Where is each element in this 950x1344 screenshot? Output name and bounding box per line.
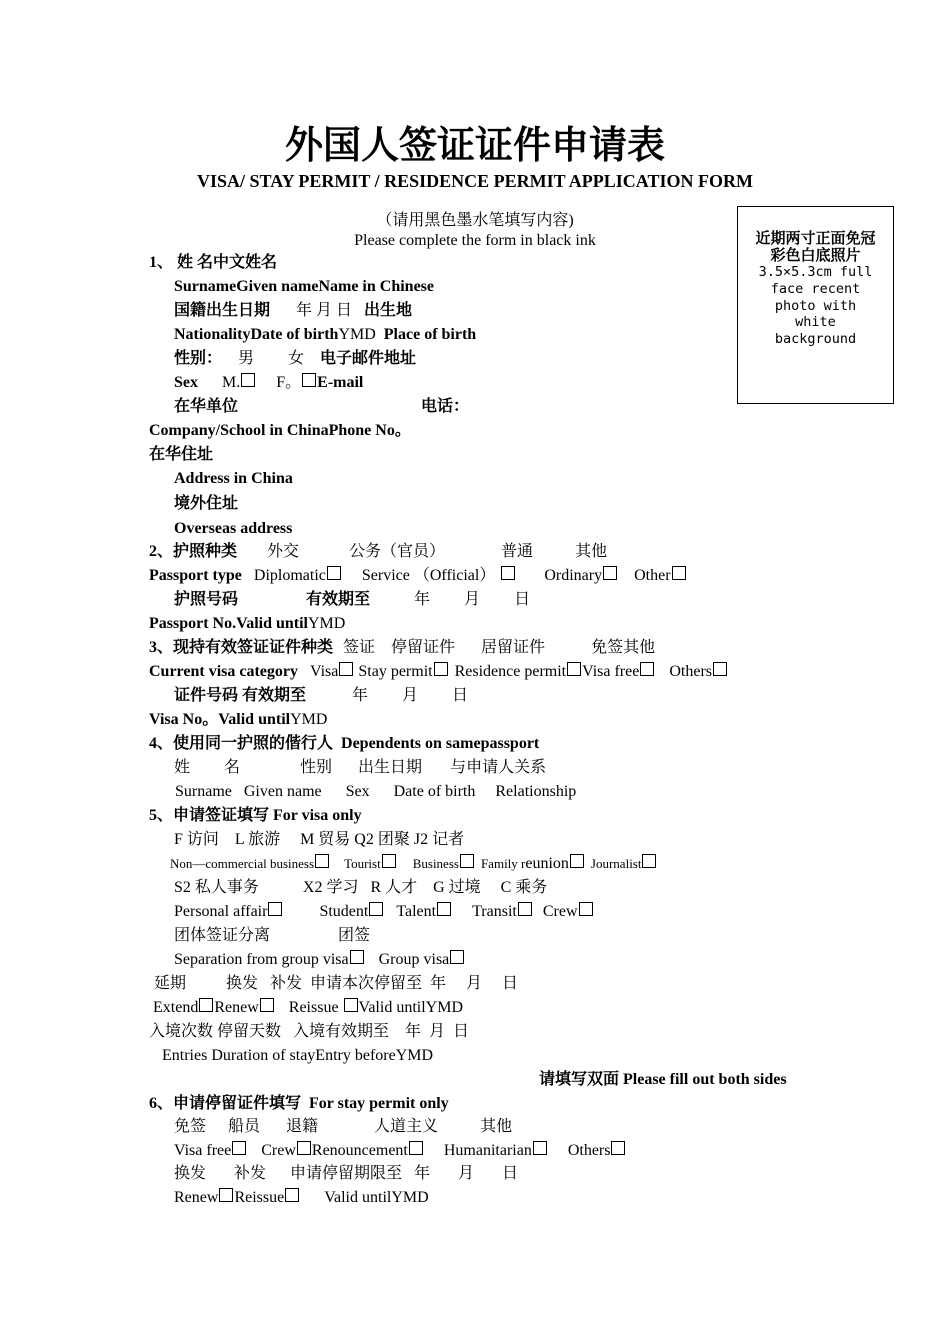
visa-free-checkbox[interactable] [640, 662, 654, 676]
dependents-columns-cn: 姓 名 性别 出生日期 与申请人关系 [174, 759, 547, 776]
section4-heading: 4、使用同一护照的偕行人 Dependents on samepassport [149, 735, 540, 752]
nationality-row-en: NationalityDate of birthYMD Place of birth [174, 326, 477, 343]
reissue-checkbox[interactable] [344, 998, 358, 1012]
transit-checkbox[interactable] [518, 902, 532, 916]
renew-checkbox[interactable] [260, 998, 274, 1012]
stay-permit-types-cn: 免签 船员 退籍 人道主义 其他 [174, 1118, 513, 1135]
extend-checkbox[interactable] [199, 998, 213, 1012]
crew-checkbox[interactable] [579, 902, 593, 916]
others-visa-checkbox[interactable] [713, 662, 727, 676]
fill-both-sides-note: 请填写双面 Please fill out both sides [539, 1071, 787, 1088]
extend-row-cn: 延期 换发 补发 申请本次停留至 年 月 日 [154, 975, 519, 992]
stay-permit-checkbox[interactable] [434, 662, 448, 676]
visa-checkbox[interactable] [339, 662, 353, 676]
stay-permit-types-en: Visa free Crew Renouncement Humanitarian Others [174, 1141, 626, 1161]
entries-row-en: Entries Duration of stayEntry beforeYMD [162, 1047, 434, 1064]
overseas-label-en: Overseas address [174, 520, 293, 537]
stay-renew-checkbox[interactable] [219, 1188, 233, 1202]
family-reunion-checkbox[interactable] [570, 854, 584, 868]
ordinary-checkbox[interactable] [603, 566, 617, 580]
overseas-label-cn: 境外住址 [174, 495, 239, 512]
visa-types-row2-cn: S2 私人事务 X2 学习 R 人才 G 过境 C 乘务 [174, 879, 548, 896]
student-checkbox[interactable] [369, 902, 383, 916]
visa-no-row-cn: 证件号码 有效期至 年 月 日 [174, 687, 469, 704]
visa-types-row2-en: Personal affair Student Talent Transit Crew [174, 902, 594, 922]
separation-group-checkbox[interactable] [350, 950, 364, 964]
form-title-chinese: 外国人签证证件申请表 [284, 122, 665, 167]
instruction-english: Please complete the form in black ink [354, 232, 596, 249]
address-label-cn: 在华住址 [149, 446, 214, 463]
male-checkbox[interactable] [241, 373, 255, 387]
company-label-en: Company/School in ChinaPhone No。 [149, 422, 411, 439]
visa-category-row-en: Current visa category Visa Stay permit Residence permit Visa free Others [149, 662, 728, 682]
renouncement-checkbox[interactable] [409, 1141, 423, 1155]
tourist-checkbox[interactable] [382, 854, 396, 868]
stay-renew-row-en: Renew Reissue Valid untilYMD [174, 1189, 429, 1206]
address-label-en: Address in China [174, 470, 293, 487]
stay-reissue-checkbox[interactable] [285, 1188, 299, 1202]
section5-heading: 5、申请签证填写 For visa only [149, 807, 362, 824]
form-title-english: VISA/ STAY PERMIT / RESIDENCE PERMIT APPLICATION FORM [197, 171, 753, 191]
instruction-chinese: （请用黑色墨水笔填写内容) [376, 212, 574, 229]
section6-heading: 6、申请停留证件填写 For stay permit only [149, 1095, 449, 1112]
photo-label-line4: white [795, 314, 836, 331]
passport-no-row-cn: 护照号码 有效期至 年 月 日 [174, 591, 531, 608]
passport-no-row-en: Passport No.Valid untilYMD [149, 615, 346, 632]
group-visa-checkbox[interactable] [450, 950, 464, 964]
visa-types-row1-cn: F 访问 L 旅游 M 贸易 Q2 团聚 J2 记者 [174, 831, 465, 848]
dependents-columns-en: Surname Given name Sex Date of birth Relationship [175, 783, 577, 800]
photo-label-line1: 3.5×5.3cm full [758, 264, 873, 280]
group-visa-row-en: Separation from group visa Group visa [174, 950, 465, 970]
section3-heading-row: 3、现持有效签证证件种类 签证 停留证件 居留证件 免签其他 [149, 639, 656, 656]
diplomatic-checkbox[interactable] [327, 566, 341, 580]
other-passport-checkbox[interactable] [672, 566, 686, 580]
humanitarian-checkbox[interactable] [533, 1141, 547, 1155]
visa-types-row1-en: Non—commercial business Tourist Business Family reunion Journalist [170, 854, 657, 874]
personal-affair-checkbox[interactable] [268, 902, 282, 916]
journalist-checkbox[interactable] [642, 854, 656, 868]
business-checkbox[interactable] [460, 854, 474, 868]
sex-row-cn: 性别： 男 女 电子邮件地址 [174, 350, 417, 367]
non-commercial-checkbox[interactable] [315, 854, 329, 868]
sex-row-en: Sex M. F。 E-mail [174, 374, 364, 391]
section2-heading-row: 2、护照种类 外交 公务（官员） 普通 其他 [149, 543, 608, 560]
photo-label-chinese: 近期两寸正面免冠彩色白底照片 [755, 229, 876, 264]
section1-heading: 1、 姓 名中文姓名 [149, 254, 278, 271]
name-label-en: SurnameGiven nameName in Chinese [174, 278, 434, 295]
nationality-row-cn: 国籍出生日期 年 月 日 出生地 [174, 302, 413, 319]
stay-crew-checkbox[interactable] [297, 1141, 311, 1155]
photo-label-line3: photo with [774, 297, 857, 314]
visa-no-row-en: Visa No。Valid untilYMD [149, 711, 328, 728]
passport-type-row-en: Passport type Diplomatic Service （Official） Ordinary Other [149, 566, 687, 586]
extend-row-en: Extend Renew Reissue Valid untilYMD [153, 999, 463, 1016]
entries-row-cn: 入境次数 停留天数 入境有效期至 年 月 日 [149, 1023, 470, 1040]
female-checkbox[interactable] [302, 373, 316, 387]
photo-box[interactable] [737, 206, 894, 404]
company-label-cn: 在华单位 [174, 398, 239, 415]
photo-label-line2: face recent [770, 280, 861, 297]
residence-permit-checkbox[interactable] [567, 662, 581, 676]
talent-checkbox[interactable] [437, 902, 451, 916]
stay-renew-row-cn: 换发 补发 申请停留期限至 年 月 日 [174, 1165, 519, 1182]
stay-others-checkbox[interactable] [611, 1141, 625, 1155]
photo-label-line5: background [774, 331, 857, 348]
service-checkbox[interactable] [501, 566, 515, 580]
stay-visa-free-checkbox[interactable] [232, 1141, 246, 1155]
phone-label-cn: 电话： [421, 398, 470, 415]
group-visa-row-cn: 团体签证分离 团签 [174, 927, 371, 944]
